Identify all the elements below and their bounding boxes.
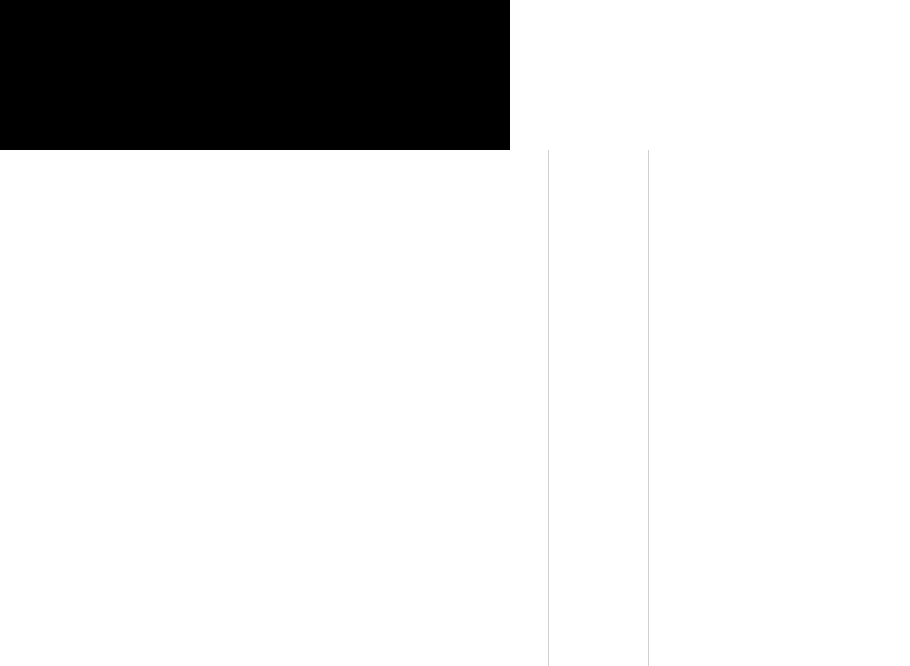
grid-divider	[648, 150, 649, 666]
ngt-group-band	[0, 0, 255, 150]
dm2-group-band	[255, 0, 510, 150]
grid-divider	[548, 150, 549, 666]
